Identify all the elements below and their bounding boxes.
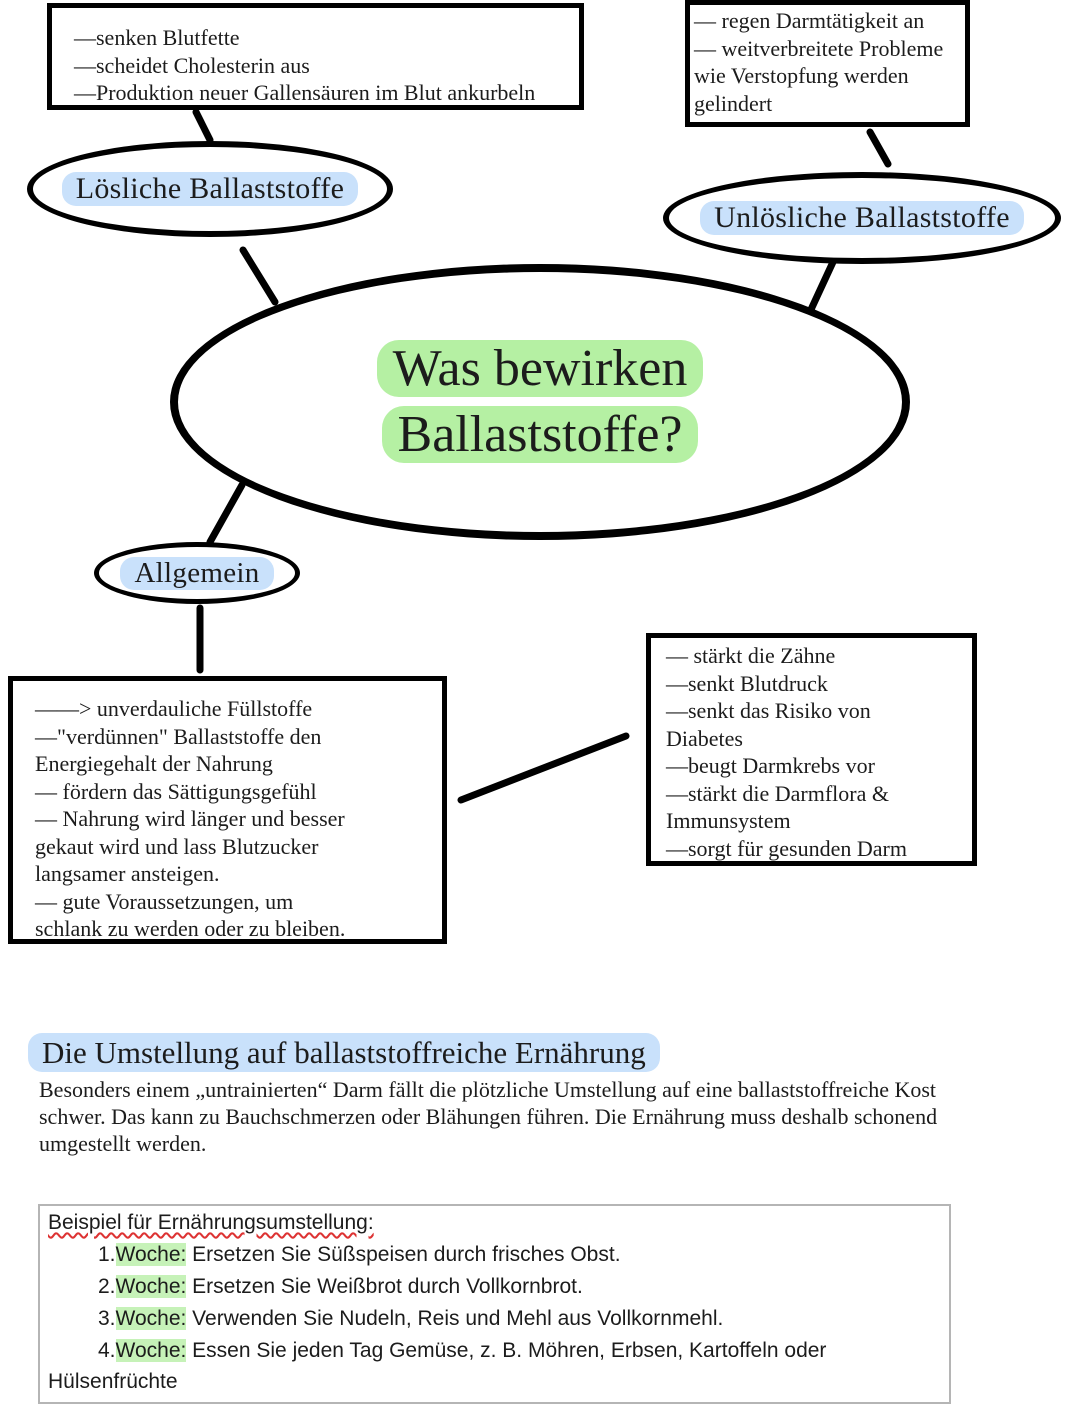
box-line: —Produktion neuer Gallensäuren im Blut ankurbeln: [74, 80, 536, 105]
box-line: Diabetes: [666, 725, 743, 751]
connector-loesliche-to-center: [243, 250, 275, 302]
box-line: gekaut wird und lass Blutzucker: [35, 833, 319, 859]
box-line: gelindert: [694, 90, 773, 116]
example-tail: Hülsenfrüchte: [48, 1370, 178, 1393]
week-row: [98, 1243, 621, 1267]
box-health-effects: [646, 633, 977, 866]
central-topic: [170, 264, 910, 540]
box-line: wie Verstopfung werden: [694, 63, 909, 88]
week-number: 1.: [98, 1243, 116, 1266]
box-unloesliche-effects: [685, 0, 970, 127]
node-label: Allgemein: [120, 557, 273, 590]
box-line: —senkt das Risiko von: [666, 698, 871, 723]
central-title-line1: Was bewirken: [377, 340, 704, 397]
box-line: — weitverbreitete Probleme: [694, 35, 944, 61]
box-line: —"verdünnen" Ballaststoffe den: [35, 723, 322, 749]
connector-center-to-allgemein: [210, 485, 242, 542]
week-label: Woche:: [115, 1307, 187, 1330]
connector-box-to-gesundheit: [461, 736, 626, 800]
node-label: Lösliche Ballaststoffe: [62, 172, 359, 206]
week-label: Woche:: [115, 1243, 187, 1266]
box-loesliche-effects: [47, 3, 584, 110]
node-allgemein: [94, 542, 300, 604]
box-line: —senken Blutfette: [74, 25, 240, 50]
box-line: — Nahrung wird länger und besser: [35, 806, 345, 831]
central-title-line2: Ballaststoffe?: [382, 406, 699, 463]
box-line: — regen Darmtätigkeit an: [694, 8, 925, 33]
week-row: [98, 1307, 723, 1331]
connector-box-to-unloesliche: [870, 132, 888, 164]
box-line: Energiegehalt der Nahrung: [35, 751, 273, 776]
box-line: —senkt Blutdruck: [666, 670, 828, 696]
week-label: Woche:: [115, 1339, 187, 1362]
week-number: 3.: [98, 1307, 116, 1330]
box-line: —stärkt die Darmflora &: [666, 780, 889, 806]
example-title: Beispiel für Ernährungsumstellung:: [48, 1211, 374, 1234]
box-line: — stärkt die Zähne: [666, 643, 836, 668]
week-row: [98, 1275, 583, 1299]
node-loesliche-ballaststoffe: [27, 141, 393, 237]
week-number: 4.: [98, 1339, 116, 1362]
node-unloesliche-ballaststoffe: [663, 172, 1061, 264]
week-label: Woche:: [115, 1275, 187, 1298]
box-line: ——> unverdauliche Füllstoffe: [35, 696, 313, 721]
box-allgemein-effects: [8, 676, 447, 944]
box-line: —beugt Darmkrebs vor: [666, 753, 875, 778]
week-row: [98, 1339, 826, 1363]
week-text: Ersetzen Sie Weißbrot durch Vollkornbrot.: [186, 1275, 583, 1298]
example-box: [38, 1204, 951, 1404]
section-heading-text: Die Umstellung auf ballaststoffreiche Ernährung: [28, 1033, 660, 1072]
box-line: — fördern das Sättigungsgefühl: [35, 778, 317, 804]
week-text: Ersetzen Sie Süßspeisen durch frisches Obst.: [186, 1243, 621, 1266]
section-paragraph: Besonders einem „untrainierten“ Darm fällt die plötzliche Umstellung auf eine ballaststoffreiche Kost schwer. Das kann zu Bauchschmerzen oder Blähungen führen. Die Ernährung muss deshalb schonend umgestellt werden.: [39, 1077, 938, 1156]
section-heading: [28, 1035, 660, 1071]
box-line: schlank zu werden oder zu bleiben.: [35, 916, 346, 941]
central-title: [377, 338, 704, 466]
week-text: Verwenden Sie Nudeln, Reis und Mehl aus Vollkornmehl.: [186, 1307, 724, 1330]
box-line: —scheidet Cholesterin aus: [74, 52, 310, 78]
week-text: Essen Sie jeden Tag Gemüse, z. B. Möhren, Erbsen, Kartoffeln oder: [186, 1339, 827, 1362]
connector-box-to-loesliche: [196, 112, 210, 140]
week-number: 2.: [98, 1275, 116, 1298]
node-label: Unlösliche Ballaststoffe: [700, 201, 1024, 235]
box-line: —sorgt für gesunden Darm: [666, 835, 907, 861]
box-line: — gute Voraussetzungen, um: [35, 888, 294, 914]
box-line: Immunsystem: [666, 808, 791, 833]
box-line: langsamer ansteigen.: [35, 861, 220, 886]
